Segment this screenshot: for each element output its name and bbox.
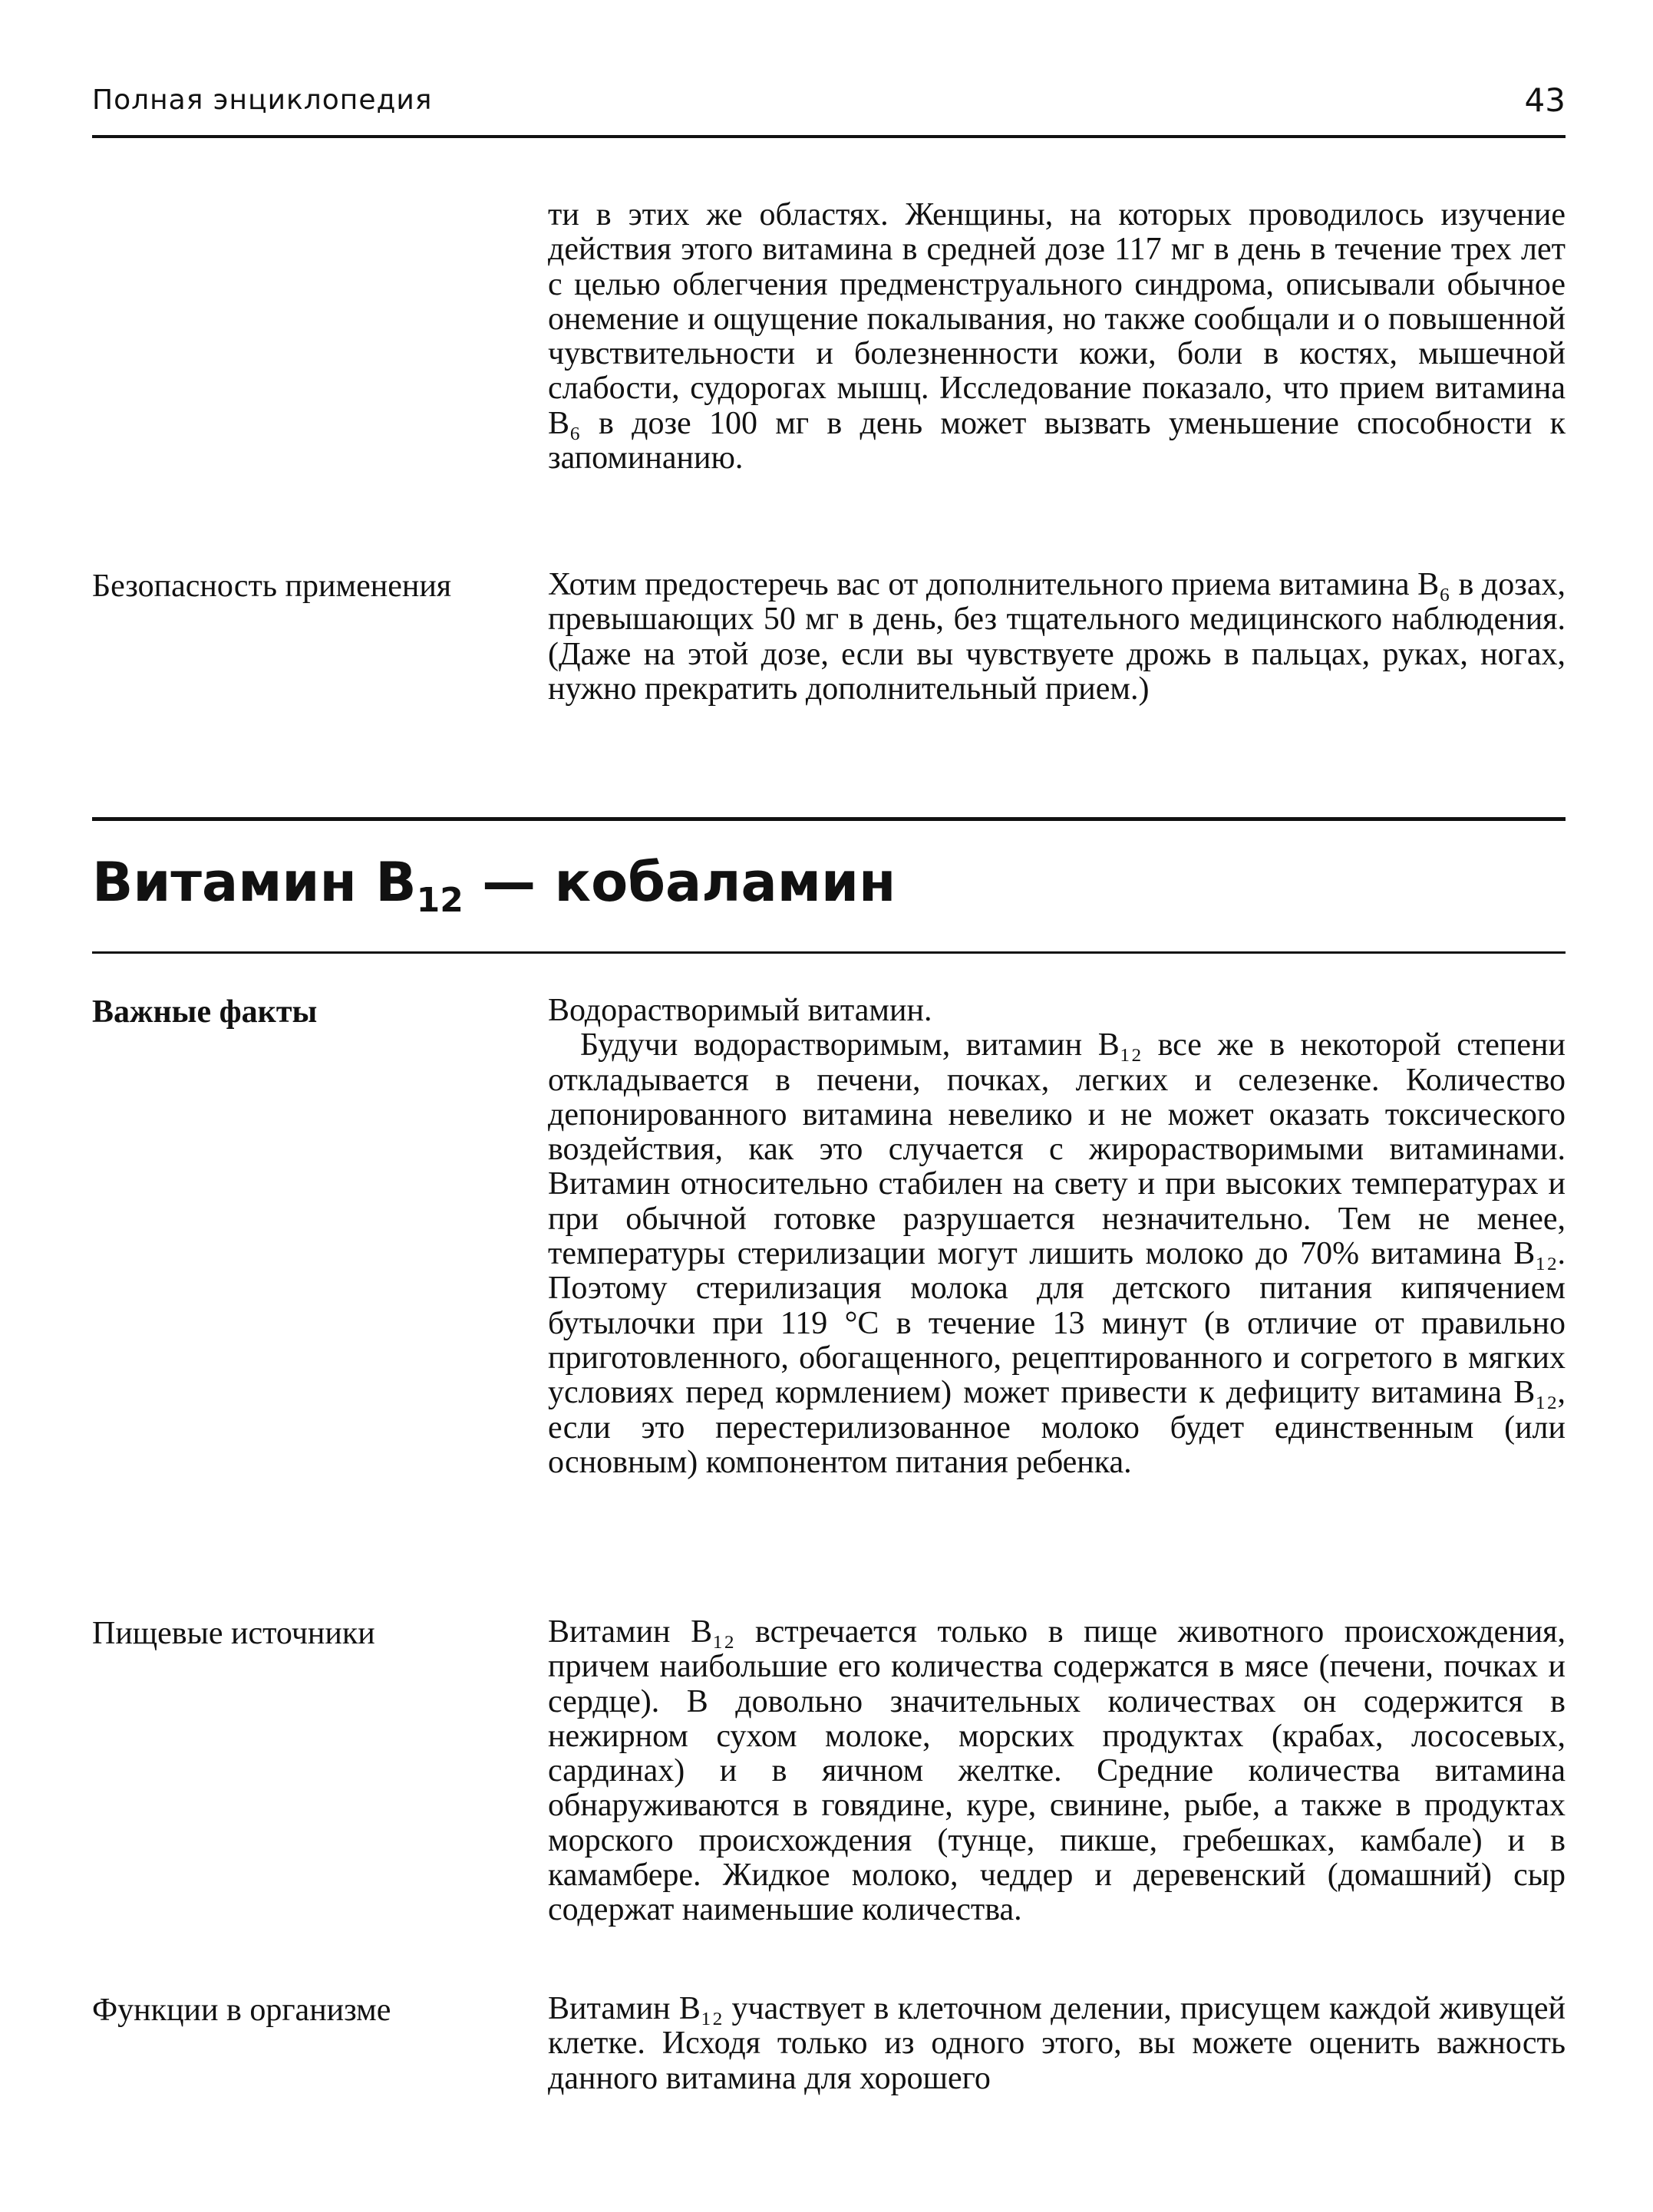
heading-subscript: 12 [416,881,464,920]
section-heading [92,848,896,935]
running-head [92,77,1566,123]
heading-prefix: Витамин B [92,851,417,914]
functions-label: Функции в организме [92,1993,391,2028]
sources-text: Витамин B₁₂ встречается только в пище животного происхождения, причем наибольшие его количества содержатся в мясе (печени, почках и сердце). В довольно значительных количествах он содержится в нежирном сухом молоке, морских продуктах (крабах, лососевых, сардинах) и в яичном желтке. Средние количества витамина обнаруживаются в говядине, куре, свинине, рыбе, а также в продуктах морского происхождения (тунце, пикше, гребешках, камбале) и в камамбере. Жидкое молоко, чеддер и деревенский (домашний) сыр содержат наименьшие количества. [548,1614,1566,1928]
facts-text [548,994,1566,1480]
facts-paragraph: Будучи водорастворимым, витамин B₁₂ все же в некоторой степени откладывается в печени, почках, легких и селезенке. Количество депонированного витамина невелико и не может оказать токсического воздействия, как это случается с жирорастворимыми витаминами. Витамин относительно стабилен на свету и при высоких температурах и при обычной готовке разрушается незначительно. Тем не менее, температуры стерилизации могут лишить молоко до 70% витамина B₁₂. Поэтому стерилизация молока для детского питания кипячением бутылочки при 119 °С в течение 13 минут (в отличие от правильно приготовленного, обогащенного, рецептированного и согретого в мягких условиях перед кормлением) может привести к дефициту витамина B₁₂, если это перестерилизованное молоко будет единственным (или основным) компонентом питания ребенка. [548,1027,1566,1480]
safety-text: Хотим предостеречь вас от дополнительного приема витамина B₆ в дозах, превышающих 50 мг в день, без тщательного медицинского наблюдения. (Даже на этой дозе, если вы чувствуете дрожь в пальцах, руках, ногах, нужно прекратить дополнительный прием.) [548,567,1566,707]
facts-label: Важные факты [92,994,318,1030]
section-rule-top [92,817,1566,821]
safety-label: Безопасность применения [92,569,452,604]
heading-suffix: — кобаламин [463,851,896,914]
continuation-text: ти в этих же областях. Женщины, на которых проводилось изучение действия этого витамина в средней дозе 117 мг в день в течение трех лет с целью облегчения предменструального синдрома, описывали обычное онемение и ощущение покалывания, но также сообщали и о повышенной чувствительности и болезненности кожи, боли в костях, мышечной слабости, судорогах мышц. Исследование показало, что прием витамина B₆ в дозе 100 мг в день может вызвать уменьшение способности к запоминанию. [548,197,1566,476]
running-title: Полная энциклопедия [92,84,433,116]
functions-text: Витамин B₁₂ участвует в клеточном делении, присущем каждой живущей клетке. Исходя только из одного этого, вы можете оценить важность данного витамина для хорошего [548,1991,1566,2096]
sources-label: Пищевые источники [92,1616,375,1651]
page-number: 43 [1524,81,1566,119]
facts-lead: Водорастворимый витамин. [548,993,932,1028]
section-rule-bottom [92,951,1566,954]
header-rule [92,135,1566,138]
